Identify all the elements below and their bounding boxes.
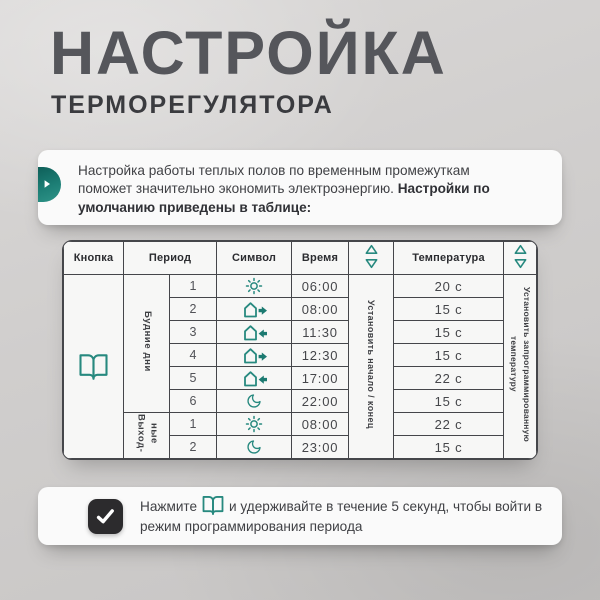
home-out-icon — [217, 344, 292, 367]
temperature-value: 15 с — [394, 344, 504, 367]
day-group-label-weekend: Выход- ные — [124, 413, 170, 459]
moon-icon — [217, 390, 292, 413]
table-header-row — [64, 242, 537, 275]
play-icon — [43, 176, 51, 194]
moon-icon — [217, 436, 292, 459]
time-value: 12:30 — [292, 344, 349, 367]
page-title-block — [50, 19, 447, 120]
intro-tab — [38, 167, 61, 202]
time-value: 17:00 — [292, 367, 349, 390]
time-value: 08:00 — [292, 413, 349, 436]
set-temp-label: Установить запрограммированную температуру — [504, 275, 537, 459]
page-title: НАСТРОЙКА — [50, 19, 447, 87]
sun-icon — [217, 275, 292, 298]
table-body — [64, 275, 537, 459]
note-card — [38, 487, 562, 545]
note-text — [140, 496, 544, 535]
period-number: 1 — [170, 413, 217, 436]
intro-card — [38, 150, 562, 225]
temperature-value: 20 с — [394, 275, 504, 298]
button-cell — [64, 275, 124, 459]
table-row — [64, 413, 537, 436]
temperature-value: 15 с — [394, 390, 504, 413]
time-value: 11:30 — [292, 321, 349, 344]
sun-icon — [217, 413, 292, 436]
header-period: Период — [124, 242, 217, 275]
book-icon — [197, 499, 229, 514]
period-number: 5 — [170, 367, 217, 390]
temperature-value: 15 с — [394, 298, 504, 321]
set-time-label: Установить начало / конец — [349, 275, 394, 459]
header-temperature: Температура — [394, 242, 504, 275]
header-symbol: Символ — [217, 242, 292, 275]
home-out-icon — [217, 298, 292, 321]
day-group-label-weekdays: Будние дни — [124, 275, 170, 413]
note-text-after: и удерживайте в течение 5 секунд, чтобы войти в режим программирования периода — [140, 499, 543, 534]
settings-table — [62, 240, 538, 460]
period-number: 2 — [170, 436, 217, 459]
period-number: 6 — [170, 390, 217, 413]
intro-text-regular: Настройка работы теплых полов по временным промежуткам поможет значительно экономить электроэнергию. — [78, 163, 470, 197]
period-number: 1 — [170, 275, 217, 298]
time-value: 06:00 — [292, 275, 349, 298]
note-text-before: Нажмите — [140, 499, 198, 515]
temperature-value: 22 с — [394, 413, 504, 436]
temperature-value: 22 с — [394, 367, 504, 390]
home-in-icon — [217, 321, 292, 344]
checkmark-icon — [88, 499, 123, 534]
temperature-value: 15 с — [394, 321, 504, 344]
time-value: 23:00 — [292, 436, 349, 459]
intro-text-bold: Настройки по умолчанию приведены в таблице: — [78, 181, 490, 215]
table-row — [64, 275, 537, 298]
temperature-value: 15 с — [394, 436, 504, 459]
header-button: Кнопка — [64, 242, 124, 275]
header-time: Время — [292, 242, 349, 275]
page-subtitle: ТЕРМОРЕГУЛЯТОРА — [51, 91, 334, 120]
time-value: 08:00 — [292, 298, 349, 321]
period-number: 4 — [170, 344, 217, 367]
period-number: 3 — [170, 321, 217, 344]
temp-adjust-buttons-icon — [504, 242, 537, 275]
book-icon — [78, 358, 109, 375]
intro-text — [78, 162, 512, 217]
time-adjust-buttons-icon — [349, 242, 394, 275]
period-number: 2 — [170, 298, 217, 321]
time-value: 22:00 — [292, 390, 349, 413]
home-in-icon — [217, 367, 292, 390]
